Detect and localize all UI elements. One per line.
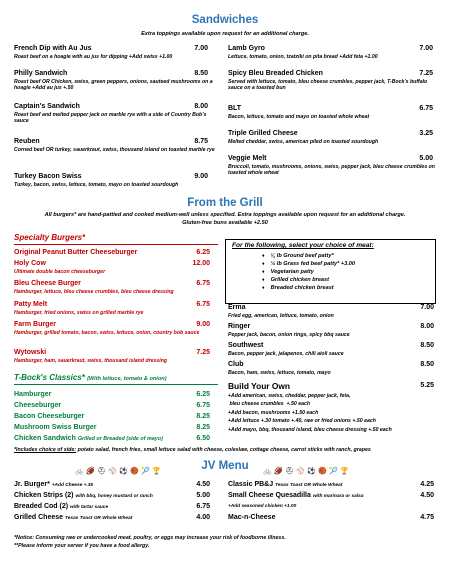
food-safety-notice: *Notice: Consuming raw or undercooked meat, poultry, or eggs may increase your risk of foodborne illness. (14, 535, 286, 541)
jv-item-name: Breaded Cod (2) (14, 503, 69, 510)
jv-item (14, 492, 153, 501)
jv-item-price: 6.75 (196, 503, 210, 510)
jv-item-extra: Texas Toast OR Whole Wheat (275, 483, 343, 488)
menu-item-name (14, 435, 163, 443)
jv-item-extra: +Add Cheese +.35 (51, 483, 94, 488)
meat-option: ♦ ½ lb Grass fed beef patty* +3.00 (262, 261, 355, 268)
menu-item-price: 8.00 (194, 103, 208, 110)
helmet-icon: ⛑ (97, 468, 106, 475)
menu-item-name: Mushroom Swiss Burger (14, 424, 97, 431)
menu-item-name: Erma (228, 304, 246, 311)
menu-item-price: 6.75 (196, 301, 210, 308)
menu-item-desc: Served with lettuce, tomato, bleu cheese crumbles, pepper jack, T-Bock's buffalo sauce on a toasted bun (228, 79, 428, 92)
gluten-free-note: Gluten-free buns available +2.50 (182, 220, 268, 226)
jv-item (228, 481, 342, 490)
basketball-icon: 🏀 (318, 468, 327, 475)
baseball-icon: ⚾ (108, 468, 117, 475)
menu-item-name: Bacon Cheeseburger (14, 413, 85, 420)
classics-heading-title: T-Bock's Classics* (14, 373, 85, 382)
specialty-heading: Specialty Burgers* (14, 233, 86, 242)
menu-item-price: 7.25 (196, 349, 210, 356)
specialty-divider (14, 244, 218, 245)
menu-item-desc: Melted cheddar, swiss, american piled on toasted sourdough (228, 139, 379, 145)
sports-icons-right (263, 460, 351, 478)
menu-item-price: 7.00 (420, 304, 434, 311)
menu-item-desc: Bacon, lettuce, tomato and mayo on toasted whole wheat (228, 114, 370, 120)
menu-item-price: 6.25 (196, 249, 210, 256)
menu-item-name: Hamburger (14, 391, 52, 398)
menu-item-desc: Lettuce, tomato, onion, tzatziki on pita bread +Add feta +1.00 (228, 54, 378, 60)
menu-item-price: 6.75 (196, 280, 210, 287)
jv-item (228, 492, 363, 501)
jv-item (14, 514, 132, 523)
meat-option: ♦ Breaded chicken breast (262, 285, 334, 292)
jv-item-name: Grilled Cheese (14, 514, 64, 521)
sides-text: potato salad, french fries, small lettuce salad with cheese, coleslaw, cottage cheese, carrot sticks with ranch, grapes (76, 447, 371, 453)
menu-item-name: Southwest (228, 342, 264, 349)
menu-item-desc: Hamburger, lettuce, bleu cheese crumbles, bleu cheese dressing (14, 289, 174, 295)
jv-item-name: Mac-n-Cheese (228, 514, 276, 521)
menu-item-desc: Broccoli, tomato, mushrooms, onions, swiss, pepper jack, bleu cheese crumbles on toasted whole wheat (228, 164, 435, 177)
jv-item-name: Chicken Strips (2) (14, 492, 74, 499)
menu-item-name: Ringer (228, 323, 251, 330)
addon-line: +Add mayo, bbq, thousand island, bleu cheese dressing +.50 each (228, 427, 392, 433)
classics-heading (14, 373, 167, 382)
addon-line: +Add bacon, mushrooms +1.50 each (228, 410, 319, 416)
menu-item-price: 8.75 (194, 138, 208, 145)
menu-item-desc: Ultimate double bacon cheeseburger (14, 269, 106, 275)
jv-item-price: 4.75 (420, 514, 434, 521)
allergy-notice: **Please inform your server if you have a food allergy. (14, 543, 150, 549)
menu-item-price: 5.00 (419, 155, 433, 162)
menu-item-price: 6.50 (196, 435, 210, 442)
grill-title: From the Grill (187, 197, 263, 209)
menu-item-name: Holy Cow (14, 260, 46, 267)
football-icon: 🏈 (86, 468, 95, 475)
classics-divider (14, 384, 218, 385)
menu-item-price: 6.25 (196, 391, 210, 398)
trophy-icon: 🏆 (340, 468, 349, 475)
jv-item-price: 5.00 (196, 492, 210, 499)
menu-item-name: BLT (228, 105, 242, 112)
menu-item-desc: Corned beef OR turkey, sauerkraut, swiss, thousand island on toasted marble rye (14, 147, 215, 153)
jv-item-extra: with bbq, honey mustard or ranch (75, 494, 153, 499)
jv-item-name: Small Cheese Quesadilla (228, 492, 311, 499)
jv-item-price: 4.25 (420, 481, 434, 488)
menu-item-price: 8.50 (420, 361, 434, 368)
jv-item-name: Jr. Burger* (14, 481, 50, 488)
tennis-icon: 🎾 (329, 468, 338, 475)
menu-item-desc: Hamburger, fried onions, swiss on grilled marble rye (14, 310, 144, 316)
menu-item-price: 5.25 (420, 382, 434, 389)
menu-item-price: 8.50 (420, 342, 434, 349)
jv-item-extra: +Add seasoned chicken +1.00 (228, 504, 297, 509)
baseball-icon: ⚾ (296, 468, 305, 475)
addon-line: +Add lettuce +.30 tomato +.40, raw or fried onions +.50 each (228, 418, 376, 424)
menu-item-price: 6.75 (196, 402, 210, 409)
jv-item-extra: with tartar sauce (70, 505, 109, 510)
menu-item-name: Lamb Gyro (228, 45, 265, 52)
meat-option: ♦ ¼ lb Ground beef patty* (262, 253, 334, 260)
menu-item-price: 8.25 (196, 413, 210, 420)
meat-choice-heading: For the following, select your choice of meat: (232, 242, 374, 249)
menu-item-price: 3.25 (419, 130, 433, 137)
menu-item-name: Captain's Sandwich (14, 103, 80, 110)
menu-item-price: 9.00 (196, 321, 210, 328)
chicken-sandwich-note: Grilled or Breaded (side of mayo) (77, 436, 163, 442)
menu-item-desc: Roast beef and melted pepper jack on marble rye with a side of Country Bob's sauce (14, 112, 207, 125)
menu-item-name: Wytowski (14, 349, 47, 356)
menu-item-desc: Hamburger, ham, sauerkraut, swiss, thousand island dressing (14, 358, 168, 364)
jv-item-name: Classic PB&J (228, 481, 274, 488)
menu-item-name: Philly Sandwich (14, 70, 68, 77)
bicycle-icon: 🚲 (75, 468, 84, 475)
menu-item-price: 9.00 (194, 173, 208, 180)
bicycle-icon: 🚲 (263, 468, 272, 475)
menu-item-name: Reuben (14, 138, 40, 145)
menu-item-price: 12.00 (192, 260, 210, 267)
menu-item-name: French Dip with Au Jus (14, 45, 92, 52)
addon-line: +Add american, swiss, cheddar, pepper jack, feta, (228, 393, 351, 399)
menu-item-name: Farm Burger (14, 321, 57, 328)
sports-icons-left (75, 460, 163, 478)
sandwiches-note: Extra toppings available upon request for an additional charge. (141, 31, 309, 37)
menu-item-name: Cheeseburger (14, 402, 62, 409)
menu-item-price: 8.00 (420, 323, 434, 330)
menu-item-name: Bleu Cheese Burger (14, 280, 81, 287)
menu-item-name: Spicy Bleu Breaded Chicken (228, 70, 323, 77)
basketball-icon: 🏀 (130, 468, 139, 475)
menu-item-desc: Bacon, pepper jack, jalapenos, chili aioli sauce (228, 351, 344, 357)
menu-item-desc: Pepper jack, bacon, onion rings, spicy bbq sauce (228, 332, 350, 338)
trophy-icon: 🏆 (152, 468, 161, 475)
meat-option: ♦ Vegetarian patty (262, 269, 314, 276)
jv-item-price: 4.00 (196, 514, 210, 521)
jv-item (14, 503, 108, 512)
meat-option: ♦ Grilled chicken breast (262, 277, 329, 284)
jv-item-extra: Texas Toast OR Whole Wheat (64, 516, 133, 521)
menu-item-name: Turkey Bacon Swiss (14, 173, 82, 180)
jv-item-price: 4.50 (420, 492, 434, 499)
chicken-sandwich-name: Chicken Sandwich (14, 435, 76, 442)
menu-item-price: 8.25 (196, 424, 210, 431)
sides-line (14, 447, 444, 453)
menu-item-name: Original Peanut Butter Cheeseburger (14, 249, 138, 256)
menu-item-desc: Bacon, ham, swiss, lettuce, tomato, mayo (228, 370, 331, 376)
helmet-icon: ⛑ (285, 468, 294, 475)
menu-item-desc: Turkey, bacon, swiss, lettuce, tomato, mayo on toasted sourdough (14, 182, 179, 188)
menu-item-name: Patty Melt (14, 301, 48, 308)
menu-item-name: Club (228, 361, 244, 368)
menu-item-price: 7.00 (419, 45, 433, 52)
soccer-ball-icon: ⚽ (307, 468, 316, 475)
tennis-icon: 🎾 (141, 468, 150, 475)
soccer-ball-icon: ⚽ (119, 468, 128, 475)
menu-item-name: Veggie Melt (228, 155, 267, 162)
sandwiches-title: Sandwiches (191, 14, 259, 26)
jv-item-price: 4.50 (196, 481, 210, 488)
menu-item-name: Triple Grilled Cheese (228, 130, 298, 137)
menu-item-desc: Hamburger, grilled tomato, bacon, swiss, lettuce, onion, country bob sauce (14, 330, 200, 336)
football-icon: 🏈 (274, 468, 283, 475)
classics-heading-note: (With lettuce, tomato & onion) (87, 376, 167, 382)
menu-item-price: 7.00 (194, 45, 208, 52)
grill-note: All burgers* are hand-pattied and cooked medium-well unless specified. Extra toppings available upon request for an additional charge. (44, 212, 406, 218)
jv-menu-title: JV Menu (201, 460, 249, 472)
menu-item-price: 7.25 (419, 70, 433, 77)
menu-item-desc: Roast beef OR Chicken, swiss, green peppers, onions, sauteed mushrooms on a hoagie +Add au jus +.50 (14, 79, 213, 92)
menu-item-price: 6.75 (419, 105, 433, 112)
menu-item-name: Build Your Own (228, 381, 291, 391)
addon-line: bleu cheese crumbles +.50 each (228, 401, 311, 407)
jv-item (14, 481, 93, 490)
menu-item-desc: Fried egg, american, lettuce, tomato, onion (228, 313, 334, 319)
jv-item-extra: with marinara or salsa (312, 494, 364, 499)
menu-item-desc: Roast beef on a hoagie with au jus for dipping +Add swiss +1.00 (14, 54, 173, 60)
sides-label: *Includes choice of side: (14, 447, 77, 453)
menu-item-price: 8.50 (194, 70, 208, 77)
